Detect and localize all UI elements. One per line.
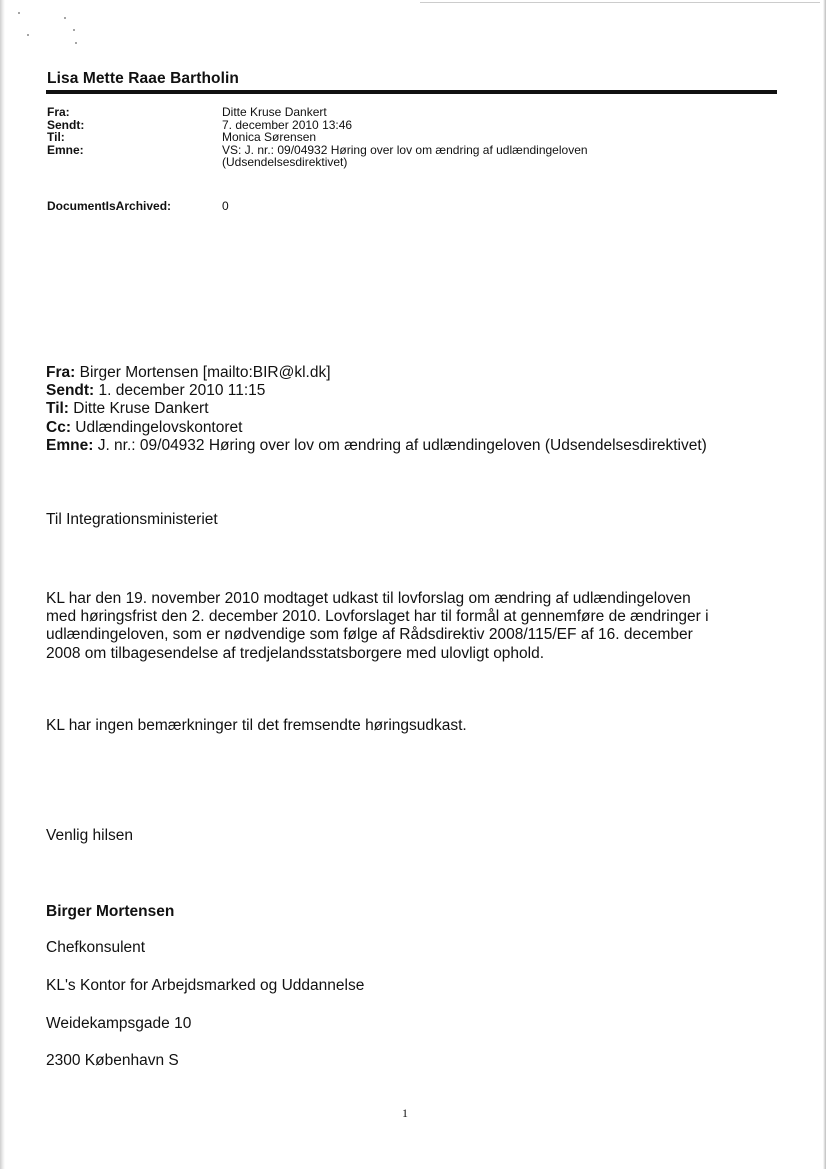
meta-value-sendt: 7. december 2010 13:46 (222, 117, 353, 132)
fwd-label-emne: Emne: (46, 436, 94, 454)
fwd-label-til: Til: (46, 400, 69, 418)
fwd-value-til: Ditte Kruse Dankert (73, 400, 209, 418)
fwd-label-fra: Fra: (46, 364, 76, 381)
closing: Venlig hilsen (46, 827, 134, 844)
meta-label-til: Til: (47, 130, 65, 144)
fwd-value-fra: Birger Mortensen [mailto:BIR@kl.dk] (79, 364, 331, 381)
meta-value-archived: 0 (222, 199, 229, 213)
signature-name: Birger Mortensen (46, 903, 175, 920)
meta-label-fra: Fra: (47, 105, 70, 119)
fwd-row-cc (46, 419, 707, 437)
fwd-row-til (46, 400, 707, 418)
body-paragraph-1 (46, 590, 766, 663)
scan-speck (27, 34, 29, 36)
header-rule (46, 90, 777, 94)
meta-label-sendt: Sendt: (47, 117, 85, 132)
body-paragraph-1-line: med høringsfrist den 2. december 2010. Lovforslaget har til formål at gennemføre de ændringer i (46, 608, 709, 626)
fwd-row-fra (46, 364, 707, 382)
fwd-value-cc: Udlændingelovskontoret (75, 418, 243, 436)
meta-value-til: Monica Sørensen (222, 130, 317, 144)
mailbox-owner-name: Lisa Mette Raae Bartholin (47, 70, 239, 87)
fwd-value-sendt: 1. december 2010 11:15 (98, 382, 266, 400)
meta-value-emne (222, 144, 782, 169)
fwd-label-sendt: Sendt: (46, 382, 95, 400)
meta-value-fra: Ditte Kruse Dankert (222, 105, 327, 119)
greeting: Til Integrationsministeriet (46, 511, 218, 528)
body-paragraph-2: KL har ingen bemærkninger til det fremsendte høringsudkast. (46, 717, 467, 734)
fwd-row-sendt (46, 382, 707, 400)
signature-title: Chefkonsulent (46, 939, 146, 956)
fwd-row-emne (46, 437, 707, 455)
body-paragraph-1-line: 2008 om tilbagesendelse af tredjelandsstatsborgere med ulovligt ophold. (46, 644, 545, 662)
body-paragraph-1-line: udlændingeloven, som er nødvendige som følge af Rådsdirektiv 2008/115/EF af 16. december (46, 626, 693, 644)
meta-value-emne-line2: (Udsendelsesdirektivet) (222, 155, 348, 169)
signature-office: KL's Kontor for Arbejdsmarked og Uddannelse (46, 977, 365, 994)
meta-label-archived: DocumentIsArchived: (47, 199, 172, 213)
forwarded-header (46, 364, 707, 455)
fwd-value-emne: J. nr.: 09/04932 Høring over lov om ændring af udlændingeloven (Udsendelsesdirektivet) (97, 436, 707, 454)
signature-street: Weidekampsgade 10 (46, 1015, 192, 1032)
scan-speck (75, 42, 77, 44)
page-number: 1 (402, 1106, 408, 1120)
scan-edge-left (0, 0, 5, 1169)
meta-value-emne-line1: VS: J. nr.: 09/04932 Høring over lov om ændring af udlændingeloven (222, 142, 588, 157)
scan-speck (18, 12, 20, 14)
signature-city: 2300 København S (46, 1052, 179, 1069)
scan-speck (73, 29, 75, 31)
body-paragraph-1-line: KL har den 19. november 2010 modtaget udkast til lovforslag om ændring af udlændingeloven (46, 590, 691, 607)
scan-line-top (420, 2, 820, 3)
meta-label-emne: Emne: (47, 142, 84, 157)
scan-speck (64, 17, 66, 19)
fwd-label-cc: Cc: (46, 418, 71, 436)
